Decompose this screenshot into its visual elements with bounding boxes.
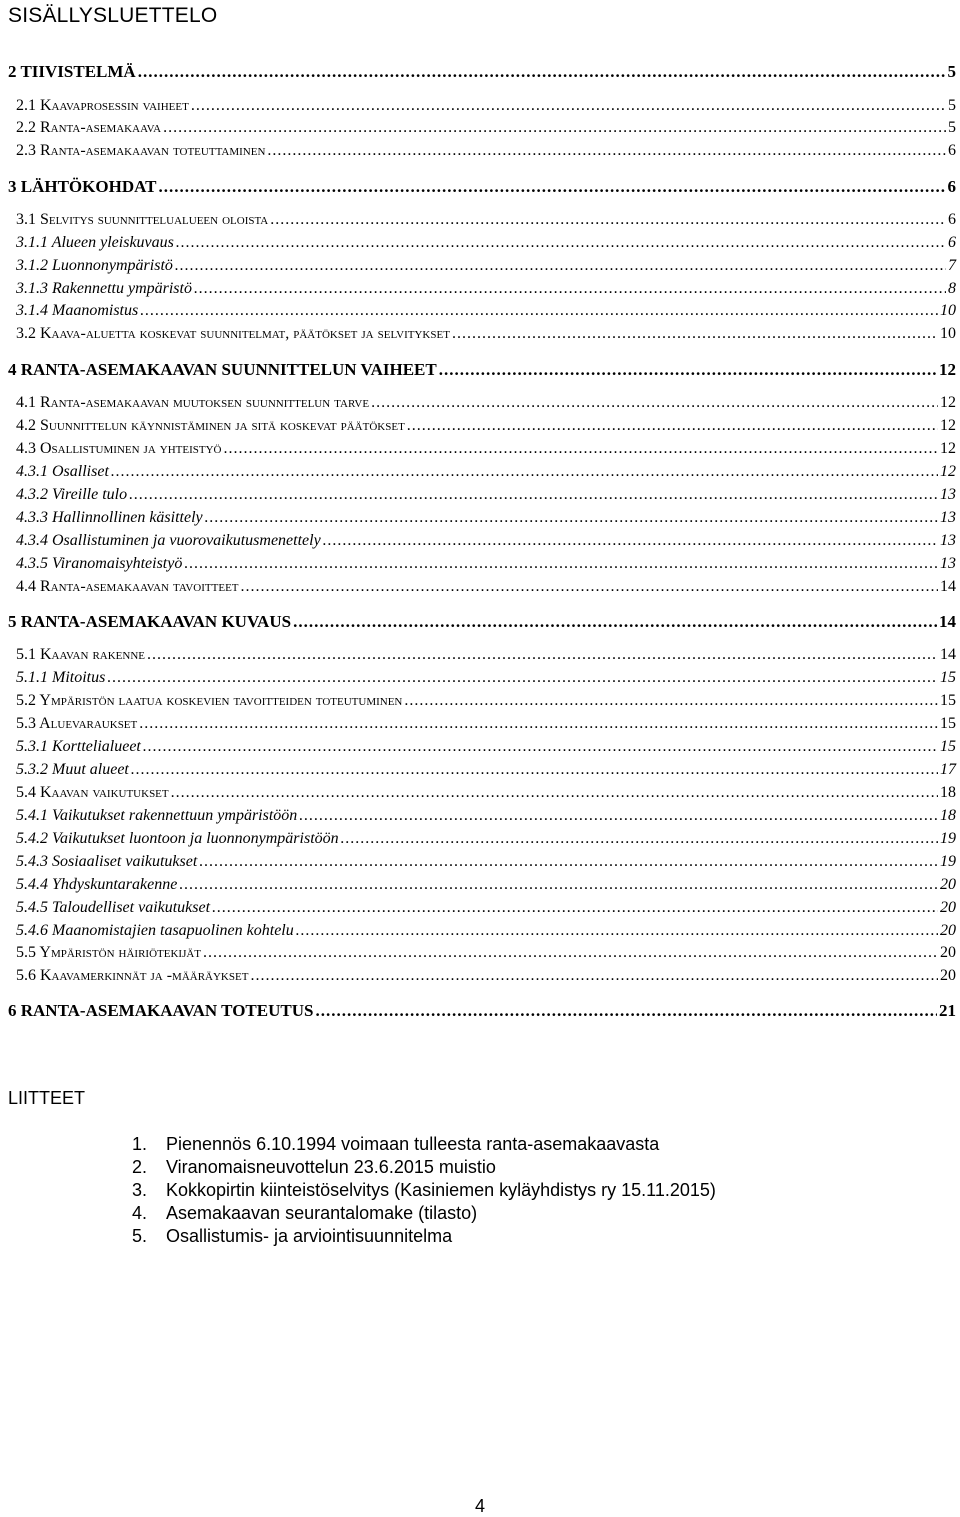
- toc-entry-page: 13: [940, 532, 956, 549]
- toc-entry-page: 19: [940, 853, 956, 870]
- toc-entry-title: 6 RANTA-ASEMAKAAVAN TOTEUTUS: [8, 1001, 314, 1020]
- toc-leader-dots: [203, 944, 938, 962]
- toc-leader-dots: [171, 784, 938, 802]
- toc-entry[interactable]: [16, 211, 956, 229]
- toc-entry-title: 4 RANTA-ASEMAKAAVAN SUUNNITTELUN VAIHEET: [8, 360, 437, 379]
- toc-entry[interactable]: [16, 784, 956, 802]
- toc-entry-page: 18: [940, 784, 956, 801]
- toc-entry-title: 5.4.5 Taloudelliset vaikutukset: [16, 899, 211, 916]
- toc-entry-page: 10: [940, 302, 956, 319]
- toc-entry-page: 20: [940, 899, 956, 916]
- toc-entry[interactable]: [16, 669, 956, 687]
- toc-entry-page: 20: [940, 922, 956, 939]
- toc-entry[interactable]: [8, 62, 956, 82]
- toc-entry[interactable]: [8, 612, 956, 632]
- toc-entry-page: 12: [939, 360, 956, 379]
- toc-leader-dots: [270, 211, 946, 229]
- toc-entry-title: 2 TIIVISTELMÄ: [8, 62, 136, 81]
- toc-entry-page: 13: [940, 509, 956, 526]
- toc-leader-dots: [191, 97, 946, 115]
- toc-leader-dots: [267, 142, 946, 160]
- toc-entry-title: 4.3 Osallistuminen ja yhteistyö: [16, 440, 222, 457]
- page-number: 4: [474, 1496, 485, 1516]
- toc-entry-title: 5.4.4 Yhdyskuntarakenne: [16, 876, 178, 893]
- toc-entry-title: 3.1.3 Rakennettu ympäristö: [16, 280, 192, 297]
- toc-leader-dots: [147, 646, 938, 664]
- toc-entry-page: 12: [940, 463, 956, 480]
- toc-entry[interactable]: [16, 509, 956, 527]
- toc-entry-title: 5.4.6 Maanomistajien tasapuolinen kohtelu: [16, 922, 294, 939]
- toc-entry[interactable]: [16, 738, 956, 756]
- toc-entry[interactable]: [16, 486, 956, 504]
- toc-entry-title: 5.2 Ympäristön laatua koskevien tavoitteiden toteutuminen: [16, 692, 403, 709]
- toc-entry[interactable]: [16, 142, 956, 160]
- toc-leader-dots: [140, 302, 938, 320]
- toc-leader-dots: [176, 234, 946, 252]
- toc-entry[interactable]: [16, 899, 956, 917]
- toc-entry-page: 13: [940, 486, 956, 503]
- toc-entry[interactable]: [16, 325, 956, 343]
- toc-entry-title: 4.2 Suunnittelun käynnistäminen ja sitä koskevat päätökset: [16, 417, 405, 434]
- toc-entry-title: 5.1.1 Mitoitus: [16, 669, 106, 686]
- toc-leader-dots: [371, 394, 938, 412]
- toc-entry-title: 2.3 Ranta-asemakaavan toteuttaminen: [16, 142, 266, 159]
- toc-entry-title: 5.3 Aluevaraukset: [16, 715, 138, 732]
- toc-entry[interactable]: [16, 234, 956, 252]
- toc-leader-dots: [341, 830, 938, 848]
- toc-entry[interactable]: [16, 257, 956, 275]
- toc-entry-page: 13: [940, 555, 956, 572]
- toc-entry-title: 3 LÄHTÖKOHDAT: [8, 177, 157, 196]
- toc-entry[interactable]: [16, 944, 956, 962]
- toc-leader-dots: [158, 177, 945, 197]
- toc-entry-title: 3.1.1 Alueen yleiskuvaus: [16, 234, 174, 251]
- toc-entry-page: 12: [940, 440, 956, 457]
- toc-entry-page: 15: [940, 715, 956, 732]
- toc-leader-dots: [194, 280, 946, 298]
- toc-leader-dots: [111, 463, 938, 481]
- toc-entry[interactable]: [16, 119, 956, 137]
- toc-entry[interactable]: [8, 1001, 956, 1021]
- toc-leader-dots: [131, 761, 938, 779]
- appendix-item-text: Viranomaisneuvottelun 23.6.2015 muistio: [166, 1157, 496, 1177]
- toc-leader-dots: [250, 967, 938, 985]
- toc-entry-title: 4.3.2 Vireille tulo: [16, 486, 128, 503]
- toc-leader-dots: [439, 360, 937, 380]
- appendix-item-text: Pienennös 6.10.1994 voimaan tulleesta ranta-asemakaavasta: [166, 1134, 660, 1154]
- toc-leader-dots: [293, 612, 937, 632]
- toc-leader-dots: [205, 509, 938, 527]
- toc-entry-page: 20: [940, 876, 956, 893]
- toc-entry-page: 20: [940, 967, 956, 984]
- toc-entry[interactable]: [16, 830, 956, 848]
- toc-entry[interactable]: [16, 692, 956, 710]
- toc-entry-title: 4.3.3 Hallinnollinen käsittely: [16, 509, 203, 526]
- toc-leader-dots: [404, 692, 938, 710]
- toc-leader-dots: [296, 922, 938, 940]
- toc-entry-title: 4.3.1 Osalliset: [16, 463, 109, 480]
- toc-entry-title: 5.1 Kaavan rakenne: [16, 646, 145, 663]
- toc-leader-dots: [139, 715, 938, 733]
- toc-entry[interactable]: [16, 302, 956, 320]
- toc-entry-page: 15: [940, 669, 956, 686]
- toc-entry-page: 10: [940, 325, 956, 342]
- toc-entry[interactable]: [16, 555, 956, 573]
- toc-leader-dots: [107, 669, 938, 687]
- toc-entry-page: 14: [940, 578, 956, 595]
- toc-entry-title: 4.3.5 Viranomaisyhteistyö: [16, 555, 183, 572]
- toc-entry[interactable]: [16, 440, 956, 458]
- toc-entry-page: 19: [940, 830, 956, 847]
- toc-leader-dots: [315, 1001, 937, 1021]
- toc-leader-dots: [224, 440, 939, 458]
- toc-entry-title: 5.5 Ympäristön häiriötekijät: [16, 944, 202, 961]
- toc-entry[interactable]: [16, 578, 956, 596]
- toc-entry-title: 5.3.2 Muut alueet: [16, 761, 129, 778]
- toc-entry-page: 5: [947, 62, 956, 81]
- toc-entry-title: 2.1 Kaavaprosessin vaiheet: [16, 97, 189, 114]
- toc-entry-page: 7: [948, 257, 956, 274]
- toc-leader-dots: [241, 578, 938, 596]
- toc-entry-title: 5 RANTA-ASEMAKAAVAN KUVAUS: [8, 612, 292, 631]
- page-title: SISÄLLYSLUETTELO: [8, 4, 218, 27]
- toc-leader-dots: [323, 532, 938, 550]
- toc-leader-dots: [163, 119, 946, 137]
- toc-entry-title: 2.2 Ranta-asemakaava: [16, 119, 162, 136]
- toc-leader-dots: [184, 555, 938, 573]
- toc-entry-title: 5.4.1 Vaikutukset rakennettuun ympäristöön: [16, 807, 298, 824]
- toc-entry-page: 6: [948, 142, 956, 159]
- toc-entry-title: 3.1.2 Luonnonympäristö: [16, 257, 173, 274]
- appendix-item-text: Kokkopirtin kiinteistöselvitys (Kasiniemen kyläyhdistys ry 15.11.2015): [166, 1180, 716, 1200]
- toc-entry[interactable]: [16, 853, 956, 871]
- toc-entry-title: 5.6 Kaavamerkinnät ja -määräykset: [16, 967, 249, 984]
- toc-entry[interactable]: [16, 280, 956, 298]
- toc-leader-dots: [299, 807, 938, 825]
- toc-entry-page: 18: [940, 807, 956, 824]
- toc-entry-page: 15: [940, 692, 956, 709]
- toc-entry-title: 4.4 Ranta-asemakaavan tavoitteet: [16, 578, 239, 595]
- toc-entry[interactable]: [16, 97, 956, 115]
- appendix-item-number: 2.: [132, 1157, 148, 1177]
- toc-entry[interactable]: [16, 646, 956, 664]
- appendix-item-text: Osallistumis- ja arviointisuunnitelma: [166, 1226, 453, 1246]
- toc-entry-page: 14: [939, 612, 956, 631]
- toc-entry-page: 20: [940, 944, 956, 961]
- toc-entry-title: 4.3.4 Osallistuminen ja vuorovaikutusmenettely: [16, 532, 321, 549]
- toc-entry-page: 12: [940, 417, 956, 434]
- toc-entry-page: 17: [940, 761, 956, 778]
- toc-entry-title: 3.1 Selvitys suunnittelualueen oloista: [16, 211, 269, 228]
- toc-entry[interactable]: [16, 532, 956, 550]
- appendix-item-number: 1.: [132, 1134, 148, 1154]
- toc-entry[interactable]: [16, 967, 956, 985]
- toc-leader-dots: [212, 899, 938, 917]
- toc-entry[interactable]: [8, 360, 956, 380]
- appendix-item-number: 5.: [132, 1226, 148, 1246]
- appendix-item: [132, 1202, 716, 1225]
- appendix-item-number: 3.: [132, 1180, 148, 1200]
- toc-leader-dots: [129, 486, 938, 504]
- toc-entry[interactable]: [16, 394, 956, 412]
- toc-entry[interactable]: [16, 715, 956, 733]
- toc-leader-dots: [143, 738, 938, 756]
- toc-entry-title: 5.4.3 Sosiaaliset vaikutukset: [16, 853, 198, 870]
- toc-leader-dots: [199, 853, 938, 871]
- toc-entry-page: 5: [948, 119, 956, 136]
- appendix-item-number: 4.: [132, 1203, 148, 1223]
- toc-entry-page: 12: [940, 394, 956, 411]
- appendix-item: [132, 1179, 716, 1202]
- toc-entry-title: 5.4 Kaavan vaikutukset: [16, 784, 169, 801]
- toc-entry[interactable]: [16, 807, 956, 825]
- toc-leader-dots: [452, 325, 938, 343]
- toc-entry[interactable]: [16, 761, 956, 779]
- appendix-item: [132, 1225, 716, 1248]
- toc-entry-page: 15: [940, 738, 956, 755]
- toc-entry[interactable]: [16, 463, 956, 481]
- toc-leader-dots: [407, 417, 938, 435]
- toc-leader-dots: [138, 62, 946, 82]
- toc-entry-page: 6: [947, 177, 956, 196]
- toc-entry[interactable]: [8, 177, 956, 197]
- toc-entry-title: 3.1.4 Maanomistus: [16, 302, 139, 319]
- toc-leader-dots: [179, 876, 938, 894]
- appendix-title: LIITTEET: [8, 1088, 86, 1108]
- toc-entry[interactable]: [16, 876, 956, 894]
- toc-entry[interactable]: [16, 417, 956, 435]
- toc-entry-title: 5.4.2 Vaikutukset luontoon ja luonnonympäristöön: [16, 830, 339, 847]
- toc-entry-page: 6: [948, 234, 956, 251]
- toc-entry-title: 3.2 Kaava-aluetta koskevat suunnitelmat, päätökset ja selvitykset: [16, 325, 450, 342]
- toc-entry-page: 14: [940, 646, 956, 663]
- toc-entry-page: 21: [939, 1001, 956, 1020]
- appendix-item: [132, 1133, 716, 1156]
- toc-entry-page: 5: [948, 97, 956, 114]
- toc-entry-page: 6: [948, 211, 956, 228]
- toc-entry[interactable]: [16, 922, 956, 940]
- toc-leader-dots: [175, 257, 946, 275]
- toc-entry-title: 4.1 Ranta-asemakaavan muutoksen suunnittelun tarve: [16, 394, 370, 411]
- appendix-item-text: Asemakaavan seurantalomake (tilasto): [166, 1203, 478, 1223]
- appendix-list: [132, 1133, 716, 1248]
- appendix-item: [132, 1156, 716, 1179]
- toc-entry-title: 5.3.1 Korttelialueet: [16, 738, 141, 755]
- toc-entry-page: 8: [948, 280, 956, 297]
